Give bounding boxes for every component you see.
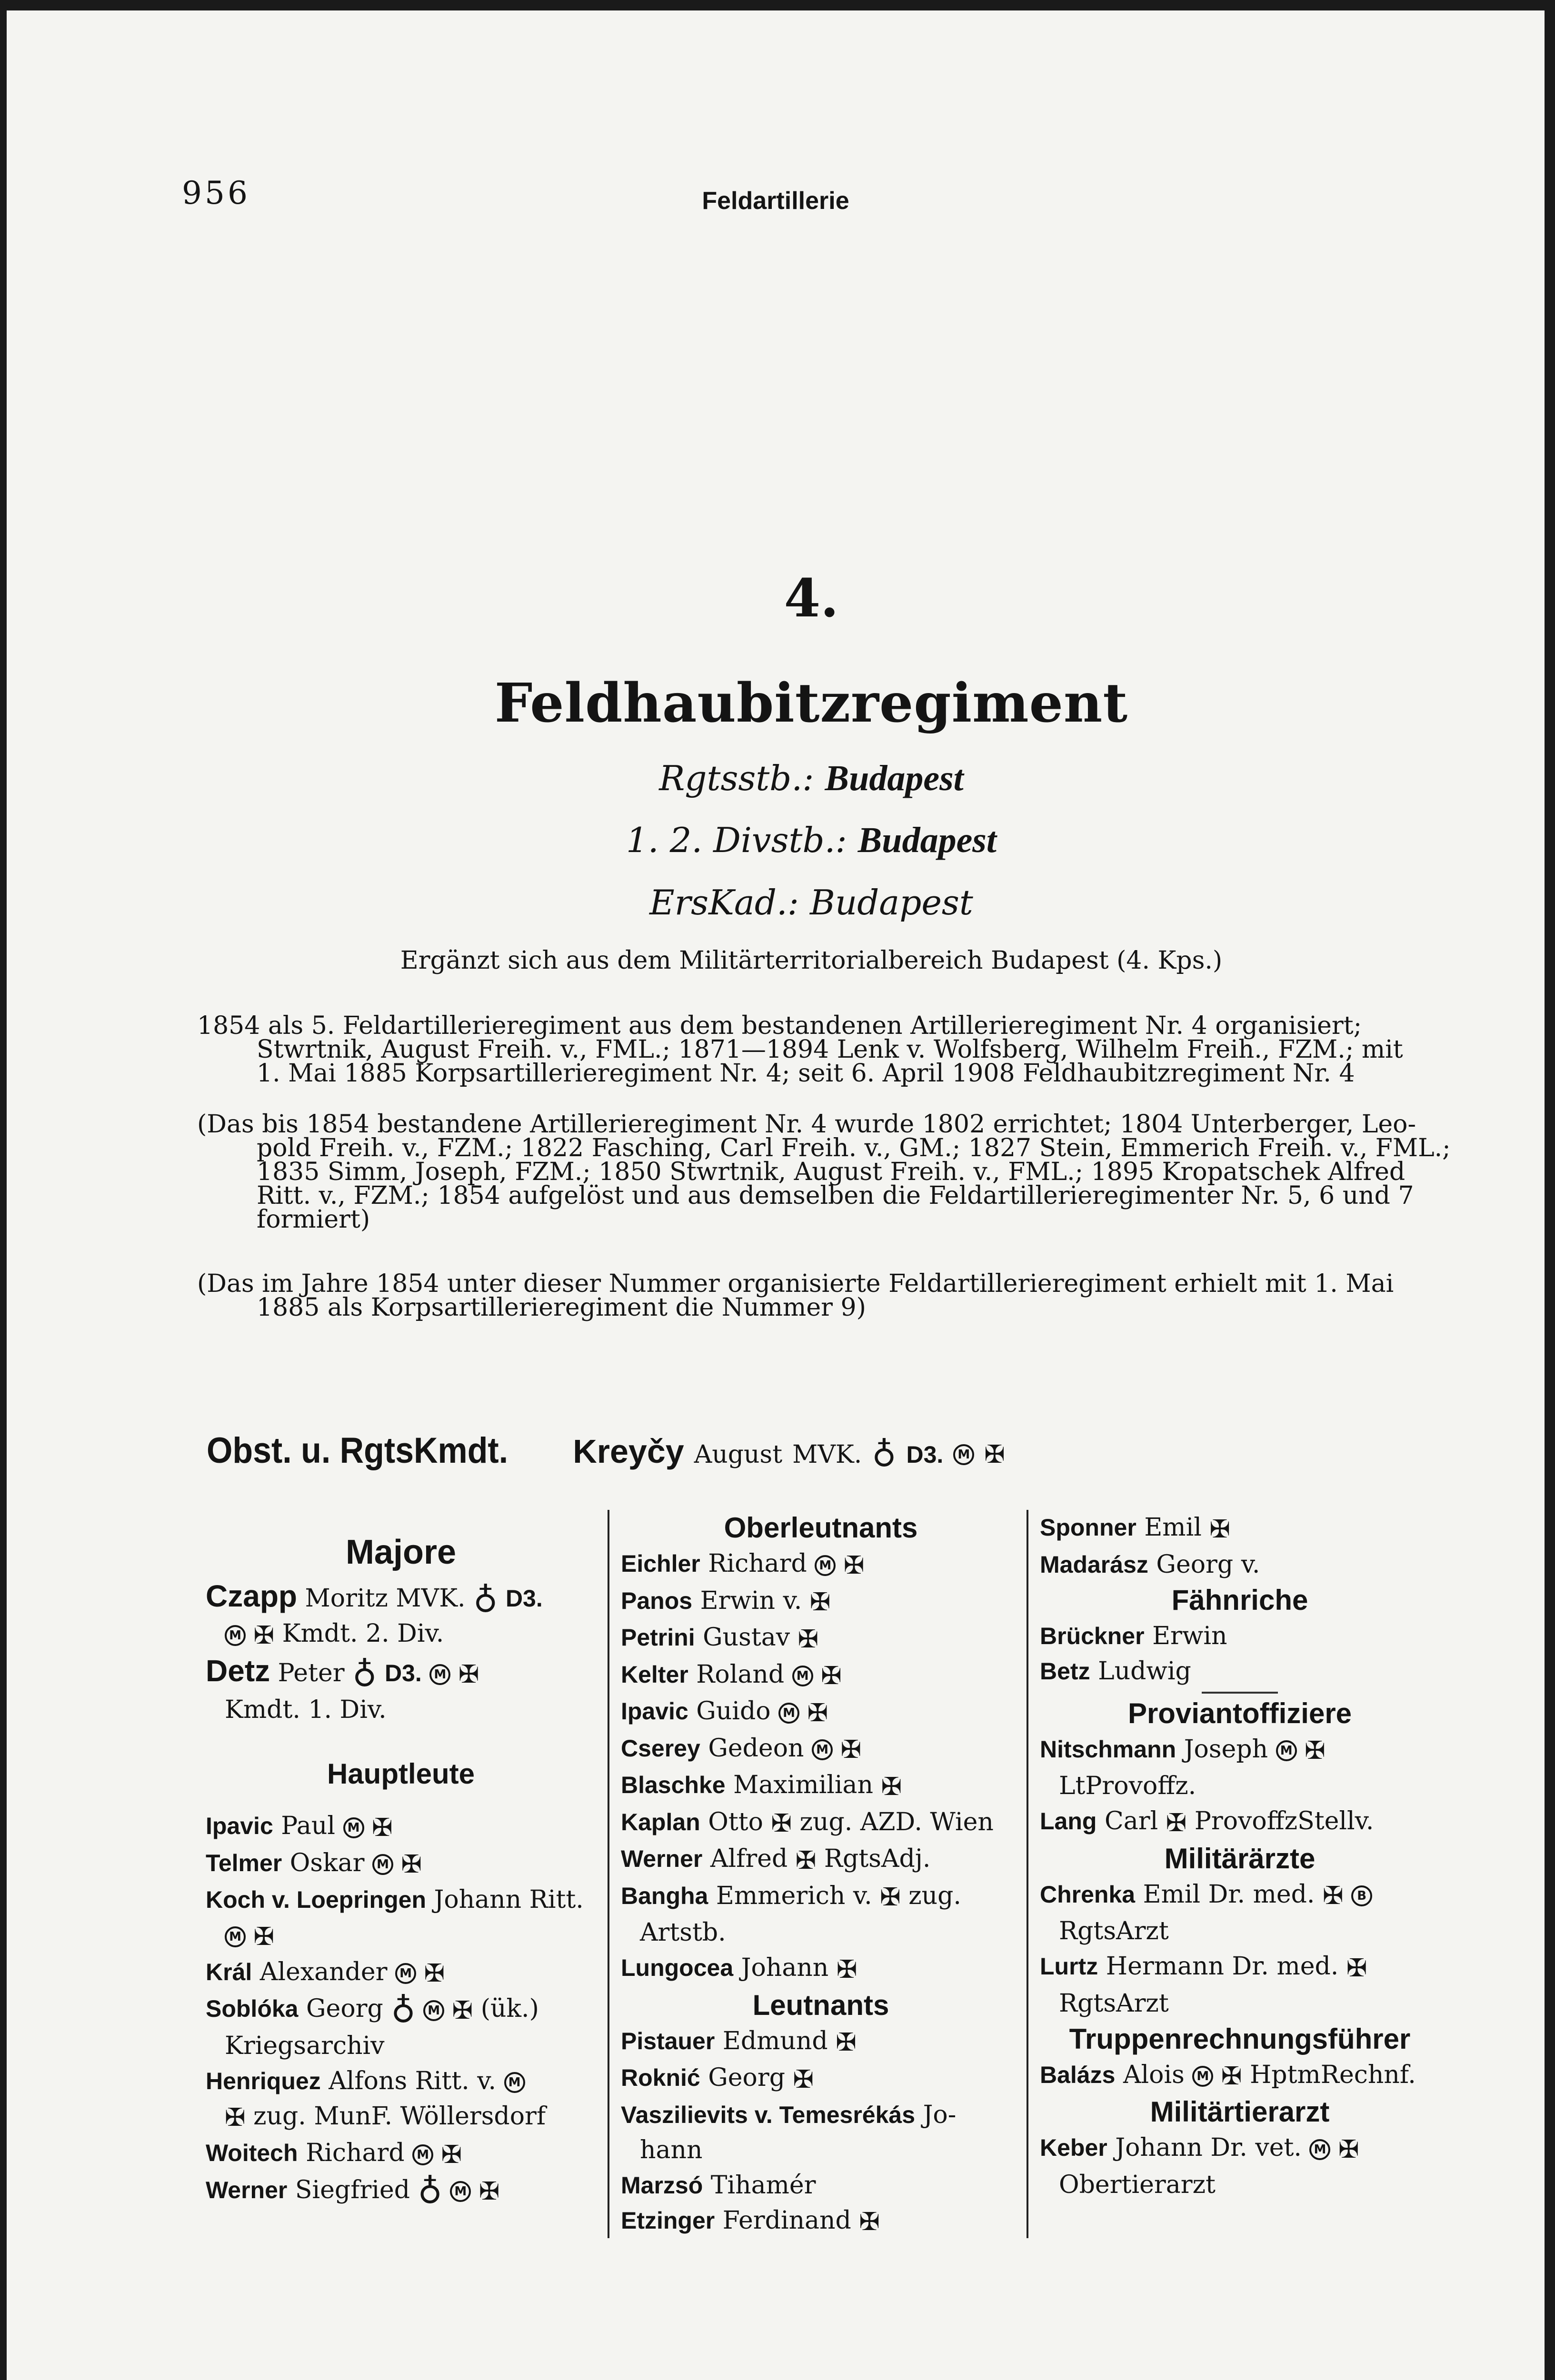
entry-given: Carl	[1104, 1807, 1158, 1835]
order-knot-icon: ♁	[473, 1580, 498, 1620]
erganzt-line: Ergänzt sich aus dem Militärterritorialbereich Budapest (4. Kps.)	[400, 946, 1223, 975]
list-item	[621, 1546, 1021, 1583]
entry-text: RgtsArzt	[1059, 1989, 1169, 2018]
commander-after: MVK.	[792, 1440, 862, 1469]
history-line: formiert)	[257, 1205, 370, 1234]
list-item	[1040, 2130, 1440, 2202]
entry-surname: Werner	[206, 2176, 288, 2203]
entry-given: Alexander	[259, 1957, 388, 1986]
entry-text: MVK.	[396, 1584, 466, 1613]
cross-icon: ✠	[478, 2177, 500, 2206]
entry-surname: Panos	[621, 1587, 693, 1614]
history-line: 1835 Simm, Joseph, FZM.; 1850 Stwrtnik, August Freih. v., FML.; 1895 Kropatschek Alfred	[257, 1158, 1405, 1186]
entry-text: D3.	[505, 1585, 543, 1612]
spacer	[206, 1792, 596, 1808]
history-line: 1854 als 5. Feldartillerieregiment aus dem bestandenen Artillerieregiment Nr. 4 organisiert;	[197, 1012, 1362, 1040]
cross-icon: ✠	[859, 2208, 880, 2236]
list-item	[621, 2168, 1021, 2203]
book-page	[7, 10, 1545, 2380]
entry-given: Erwin v.	[700, 1586, 802, 1615]
entry-surname: Eichler	[621, 1550, 700, 1577]
entry-surname: Kelter	[621, 1661, 688, 1688]
m-medal-icon: M	[1309, 2139, 1330, 2160]
heading-militararzte: Militärärzte	[1164, 1842, 1316, 1874]
commander-d3: D3.	[906, 1441, 944, 1468]
cross-icon: ✠	[1209, 1515, 1230, 1544]
entry-surname: Nitschmann	[1040, 1735, 1176, 1763]
entry-given: Johann	[741, 1954, 829, 1982]
entry-given: Emil	[1143, 1880, 1201, 1909]
list-item	[206, 2063, 596, 2136]
column-3	[1040, 1510, 1440, 2202]
entry-given: Maximilian	[733, 1771, 874, 1799]
history-line: (Das bis 1854 bestandene Artillerieregiment Nr. 4 wurde 1802 errichtet; 1804 Unterberger, Leo-	[197, 1110, 1416, 1139]
entry-surname: Roknić	[621, 2064, 700, 2091]
m-medal-icon: M	[953, 1444, 974, 1465]
m-medal-icon: M	[225, 1625, 246, 1646]
list-item	[206, 1845, 596, 1883]
entry-given: Guido	[696, 1697, 771, 1726]
history-paragraph-1	[197, 1012, 1425, 1088]
list-item	[206, 1882, 596, 1954]
station-erskad	[7, 883, 1545, 922]
regiment-number: 4.	[784, 567, 839, 629]
column-divider	[1027, 1510, 1028, 2238]
heading-truppenrechnungsfuhrer: Truppenrechnungsführer	[1069, 2023, 1411, 2055]
list-item	[621, 2023, 1021, 2061]
list-item	[1040, 1877, 1440, 1949]
entry-given: Oskar	[289, 1848, 365, 1877]
history-paragraph-3	[197, 1269, 1425, 1322]
cross-icon: ✠	[1346, 1954, 1367, 1983]
entry-given: Tihamér	[710, 2171, 816, 2200]
entry-given: Georg	[708, 2063, 785, 2092]
cross-icon: ✠	[821, 1662, 842, 1690]
station-label: Rgtsstb.:	[659, 758, 814, 798]
entry-surname: Sponner	[1040, 1514, 1136, 1541]
entry-text: HptmRechnf.	[1249, 2060, 1416, 2089]
entry-surname: Kaplan	[621, 1808, 700, 1835]
list-item	[1040, 1547, 1440, 1582]
entry-given: Georg v.	[1156, 1550, 1260, 1579]
m-medal-icon: M	[423, 2000, 444, 2021]
entry-given: Ludwig	[1098, 1656, 1191, 1686]
entry-surname: Brückner	[1040, 1622, 1145, 1649]
m-medal-icon: M	[225, 1926, 246, 1947]
list-item	[1040, 1804, 1440, 1841]
station-place: Budapest	[825, 758, 964, 798]
m-medal-icon: M	[1192, 2066, 1213, 2087]
entry-surname: Etzinger	[621, 2207, 715, 2234]
order-knot-icon: ♁	[391, 1991, 416, 2030]
column-2	[621, 1510, 1021, 2240]
entry-surname: Soblóka	[206, 1995, 299, 2022]
entry-text: Kriegsarchiv	[225, 2031, 385, 2060]
entry-given: Alfred	[710, 1844, 788, 1873]
entry-surname: Lang	[1040, 1808, 1097, 1835]
station-place: Budapest	[857, 820, 997, 860]
entry-given: Richard	[306, 2139, 405, 2167]
history-line: (Das im Jahre 1854 unter dieser Nummer organisierte Feldartillerieregiment erhielt mit 1. Mai	[197, 1269, 1394, 1298]
heading-majore: Majore	[345, 1533, 457, 1571]
m-medal-icon: M	[815, 1555, 836, 1576]
history-line: pold Freih. v., FZM.; 1822 Fasching, Carl Freih. v., GM.; 1827 Stein, Emmerich Freih. v., FML.;	[257, 1134, 1451, 1162]
cross-icon: ✠	[424, 1959, 445, 1988]
order-knot-icon: ♁	[352, 1655, 377, 1694]
cross-icon: ✠	[840, 1735, 862, 1764]
entry-given: Paul	[281, 1812, 336, 1840]
entry-text: Dr. med.	[1208, 1880, 1315, 1909]
entry-surname: Koch v. Loepringen	[206, 1886, 426, 1913]
m-medal-icon: M	[372, 1854, 393, 1875]
commander-label: Obst. u. RgtsKmdt.	[207, 1430, 508, 1471]
cross-icon: ✠	[807, 1698, 828, 1727]
m-medal-icon: M	[812, 1739, 833, 1760]
entry-surname: Blaschke	[621, 1772, 726, 1798]
station-label: 1. 2. Divstb.:	[626, 820, 847, 860]
entry-surname: Chrenka	[1040, 1881, 1136, 1908]
heading-leutnants: Leutnants	[752, 1989, 889, 2021]
entry-surname: Petrini	[621, 1624, 695, 1651]
history-line: Stwrtnik, August Freih. v., FML.; 1871—1894 Lenk v. Wolfsberg, Wilhelm Freih., FZM.; mit	[257, 1035, 1403, 1064]
list-item	[206, 1578, 596, 1653]
entry-surname: Lungocea	[621, 1954, 734, 1981]
entry-given: Johann	[1115, 2133, 1203, 2162]
entry-surname: Henriquez	[206, 2067, 321, 2094]
cross-icon: ✠	[984, 1440, 1005, 1469]
spacer	[206, 1727, 596, 1756]
cross-icon: ✠	[458, 1660, 479, 1689]
entry-surname: Ipavic	[206, 1813, 273, 1839]
list-item	[621, 1583, 1021, 1620]
entry-given: Moritz	[305, 1584, 388, 1613]
entry-text: zug. MunF. Wöllersdorf	[253, 2102, 546, 2131]
list-item	[621, 1657, 1021, 1694]
list-item	[621, 2060, 1021, 2097]
entry-given: Hermann	[1106, 1952, 1225, 1981]
entry-given: Siegfried	[295, 2175, 410, 2204]
heading-oberleutnants: Oberleutnants	[724, 1512, 918, 1544]
entry-text: zug. AZD. Wien	[799, 1807, 994, 1836]
cross-icon: ✠	[372, 1813, 393, 1842]
entry-text: hann	[640, 2135, 703, 2164]
entry-text: Dr. vet.	[1210, 2133, 1302, 2162]
entry-surname: Král	[206, 1958, 252, 1985]
history-line: 1. Mai 1885 Korpsartillerieregiment Nr. 4; seit 6. April 1908 Feldhaubitzregiment Nr. 4	[257, 1059, 1355, 1088]
list-item	[206, 1991, 596, 2063]
order-knot-icon: ♁	[418, 2172, 442, 2211]
entry-text: Kmdt. 2. Div.	[282, 1619, 444, 1648]
entry-given: Roland	[696, 1660, 785, 1689]
entry-text: LtProvoffz.	[1059, 1772, 1196, 1800]
entry-given: Gustav	[703, 1623, 790, 1652]
entry-given: Johann Ritt.	[434, 1885, 584, 1914]
entry-text: RgtsAdj.	[824, 1844, 931, 1873]
list-item	[1040, 1732, 1440, 1804]
commander-surname: Kreyčy	[573, 1433, 684, 1470]
list-item	[621, 1767, 1021, 1805]
list-item	[621, 1878, 1021, 1951]
list-item	[1040, 1949, 1440, 2021]
entry-given: Joseph	[1184, 1735, 1268, 1764]
entry-text: zug.	[908, 1881, 961, 1910]
entry-given: Ferdinand	[722, 2206, 851, 2235]
m-medal-icon: M	[450, 2181, 471, 2202]
history-line: Ritt. v., FZM.; 1854 aufgelöst und aus demselben die Feldartillerieregimenter Nr. 5, 6 und 7	[257, 1181, 1414, 1210]
entry-surname: Telmer	[206, 1849, 282, 1876]
entry-given: Alfons Ritt. v.	[329, 2066, 497, 2095]
list-item	[1040, 2057, 1440, 2094]
station-place: Budapest	[809, 883, 973, 922]
m-medal-icon: M	[504, 2072, 525, 2093]
list-item	[621, 1805, 1021, 1842]
running-head: Feldartillerie	[702, 187, 849, 215]
cross-icon: ✠	[771, 1809, 792, 1838]
cross-icon: ✠	[809, 1588, 831, 1616]
cross-icon: ✠	[452, 1996, 473, 2025]
list-item	[206, 1954, 596, 1992]
entry-surname: Balázs	[1040, 2061, 1116, 2088]
heading-proviantoffiziere: Proviantoffiziere	[1127, 1697, 1352, 1729]
list-item	[621, 1841, 1021, 1878]
cross-icon: ✠	[441, 2140, 462, 2169]
list-item	[1040, 1654, 1440, 1689]
entry-given: Peter	[278, 1658, 345, 1687]
entry-given: Jo-	[923, 2100, 957, 2129]
entry-surname: Detz	[206, 1653, 270, 1688]
cross-icon: ✠	[795, 1846, 817, 1875]
cross-icon: ✠	[1338, 2135, 1359, 2164]
list-item	[206, 2172, 596, 2210]
column-divider	[608, 1510, 609, 2238]
cross-icon: ✠	[253, 1922, 275, 1951]
list-item	[206, 1808, 596, 1845]
entry-surname: Czapp	[206, 1579, 297, 1613]
m-medal-icon: M	[343, 1817, 364, 1838]
entry-surname: Ipavic	[621, 1698, 688, 1725]
entry-text: Kmdt. 1. Div.	[225, 1696, 387, 1724]
entry-text: Artstb.	[640, 1918, 726, 1947]
list-item	[621, 1950, 1021, 1987]
cross-icon: ✠	[225, 2103, 246, 2132]
column-1	[206, 1510, 596, 2209]
list-item	[206, 1653, 596, 1728]
m-medal-icon: M	[429, 1664, 450, 1685]
entry-surname: Lurtz	[1040, 1953, 1098, 1980]
entry-surname: Woitech	[206, 2140, 298, 2166]
entry-text: Obertierarzt	[1059, 2170, 1216, 2199]
entry-given: Emmerich v.	[716, 1881, 872, 1910]
list-item	[621, 2203, 1021, 2240]
order-knot-icon: ♁	[872, 1435, 897, 1474]
history-paragraph-2	[197, 1110, 1451, 1234]
entry-text: ProvoffzStellv.	[1194, 1807, 1374, 1835]
entry-surname: Madarász	[1040, 1551, 1148, 1578]
entry-text: (ük.)	[480, 1994, 539, 2023]
station-label: ErsKad.:	[649, 883, 799, 922]
regiment-title: Feldhaubitzregiment	[494, 672, 1128, 734]
entry-given: Edmund	[722, 2026, 828, 2055]
cross-icon: ✠	[1305, 1736, 1326, 1765]
entry-text: RgtsArzt	[1059, 1917, 1169, 1945]
station-rgtsstb	[7, 758, 1545, 799]
entry-surname: Keber	[1040, 2134, 1107, 2161]
entry-surname: Bangha	[621, 1882, 708, 1909]
entry-surname: Pistauer	[621, 2027, 715, 2054]
list-item	[1040, 1510, 1440, 1547]
entry-given: Emil	[1144, 1513, 1202, 1542]
list-item	[621, 1620, 1021, 1657]
page-number: 956	[182, 175, 250, 211]
heading-fahnriche: Fähnriche	[1171, 1584, 1308, 1616]
entry-surname: Marzsó	[621, 2172, 703, 2199]
cross-icon: ✠	[1323, 1882, 1344, 1910]
station-divstb	[7, 820, 1545, 861]
m-medal-icon: M	[395, 1963, 416, 1984]
cross-icon: ✠	[880, 1883, 901, 1912]
list-item	[206, 2135, 596, 2172]
cross-icon: ✠	[401, 1850, 422, 1879]
cross-icon: ✠	[881, 1772, 902, 1801]
m-medal-icon: M	[778, 1703, 799, 1724]
list-item	[1040, 1618, 1440, 1654]
entry-given: Erwin	[1152, 1621, 1227, 1650]
cross-icon: ✠	[836, 1955, 857, 1984]
cross-icon: ✠	[843, 1551, 865, 1580]
spacer	[206, 1510, 596, 1526]
heading-hauptleute: Hauptleute	[327, 1758, 475, 1790]
list-item	[621, 2097, 1021, 2168]
entry-given: Otto	[708, 1807, 763, 1836]
cross-icon: ✠	[793, 2065, 814, 2094]
m-medal-icon: M	[412, 2144, 433, 2165]
cross-icon: ✠	[253, 1621, 275, 1650]
entry-given: Gedeon	[708, 1734, 804, 1763]
history-line: 1885 als Korpsartillerieregiment die Nummer 9)	[257, 1293, 866, 1322]
cross-icon: ✠	[797, 1625, 819, 1654]
heading-militartierarzt: Militärtierarzt	[1150, 2096, 1330, 2128]
entry-surname: Cserey	[621, 1735, 700, 1762]
cross-icon: ✠	[836, 2028, 857, 2057]
entry-given: Alois	[1123, 2060, 1185, 2089]
commander-given: August	[694, 1440, 783, 1469]
b-medal-icon: B	[1351, 1885, 1372, 1906]
m-medal-icon: M	[1276, 1740, 1297, 1761]
list-item	[621, 1694, 1021, 1731]
entry-text: Dr. med.	[1232, 1952, 1339, 1981]
entry-text: D3.	[384, 1659, 422, 1686]
cross-icon: ✠	[1166, 1808, 1187, 1837]
m-medal-icon: M	[792, 1666, 813, 1686]
commander-line	[207, 1430, 1005, 1474]
list-item	[621, 1731, 1021, 1768]
cross-icon: ✠	[1221, 2062, 1242, 2091]
entry-surname: Betz	[1040, 1657, 1090, 1685]
entry-given: Georg	[306, 1994, 383, 2023]
section-rule	[1202, 1692, 1278, 1694]
entry-surname: Werner	[621, 1845, 703, 1872]
entry-surname: Vaszilievits v. Temesrékás	[621, 2101, 916, 2128]
entry-given: Richard	[708, 1549, 807, 1578]
